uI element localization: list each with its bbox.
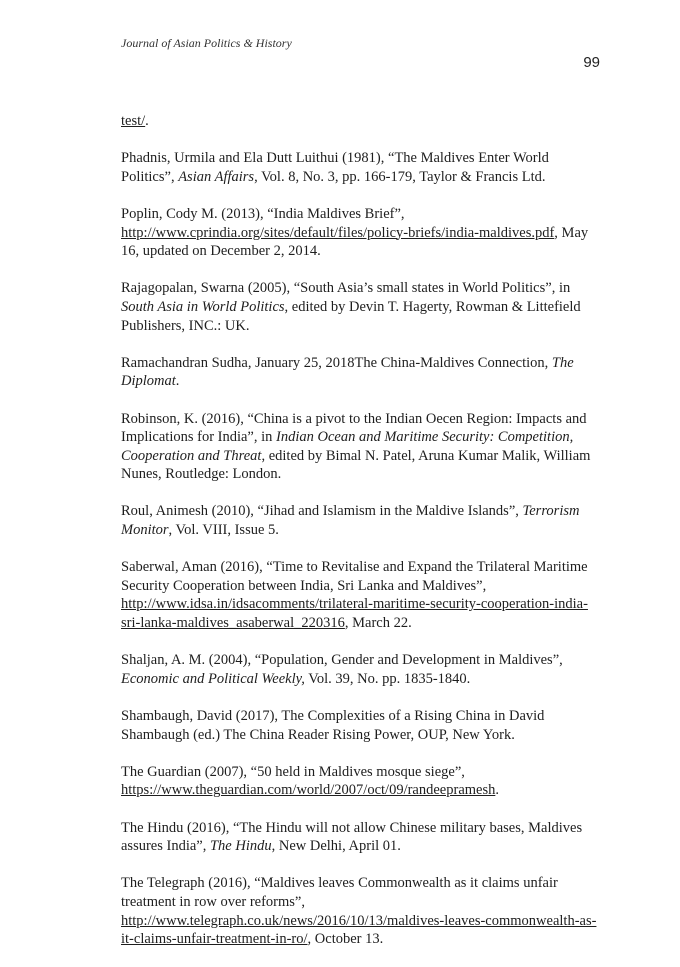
reference-link[interactable]: http://www.cprindia.org/sites/default/files/policy-briefs/india-maldives.pdf — [121, 224, 555, 241]
reference-entry: Robinson, K. (2016), “China is a pivot to the Indian Oecen Region: Impacts and Implications for India”, in Indian Ocean and Maritime Security: Competition, Cooperation and Threat, edited by Bimal N. Patel, Aruna Kumar Malik, William Nunes, Routledge: London. — [121, 410, 591, 483]
reference-entry: The Telegraph (2016), “Maldives leaves Commonwealth as it claims unfair treatment in row over reforms”, http://www.telegraph.co.uk/news/2016/10/13/maldives-leaves-commonwealth-as-it-claims-unfair-treatment-in-ro/, October 13. — [121, 875, 597, 948]
reference-entry: Ramachandran Sudha, January 25, 2018The China-Maldives Connection, The Diplomat. — [121, 354, 574, 390]
reference-entry: The Guardian (2007), “50 held in Maldives mosque siege”, https://www.theguardian.com/world/2007/oct/09/randeepramesh. — [121, 763, 499, 799]
reference-entry: Shaljan, A. M. (2004), “Population, Gender and Development in Maldives”, Economic and Political Weekly, Vol. 39, No. pp. 1835-1840. — [121, 652, 563, 687]
reference-entry: Phadnis, Urmila and Ela Dutt Luithui (1981), “The Maldives Enter World Politics”, Asian Affairs, Vol. 8, No. 3, pp. 166-179, Taylor & Francis Ltd. — [121, 150, 549, 185]
reference-entry: Shambaugh, David (2017), The Complexities of a Rising China in David Shambaugh (ed.) The China Reader Rising Power, OUP, New York. — [121, 708, 545, 743]
page-number: 99 — [583, 54, 600, 71]
reference-link[interactable]: http://www.idsa.in/idsacomments/trilateral-maritime-security-cooperation-india-sri-lanka-maldives_asaberwal_220316 — [121, 596, 588, 632]
reference-link[interactable]: http://www.telegraph.co.uk/news/2016/10/13/maldives-leaves-commonwealth-as-it-claims-unfair-treatment-in-ro/ — [121, 912, 597, 948]
reference-entry: Roul, Animesh (2010), “Jihad and Islamism in the Maldive Islands”, Terrorism Monitor, Vol. VIII, Issue 5. — [121, 503, 580, 539]
reference-entry: test/. — [121, 113, 149, 129]
reference-link[interactable]: test/ — [121, 113, 146, 129]
reference-entry: Poplin, Cody M. (2013), “India Maldives Brief”, http://www.cprindia.org/sites/default/files/policy-briefs/india-maldives.pdf, May 16, updated on December 2, 2014. — [121, 205, 589, 260]
reference-entry: Rajagopalan, Swarna (2005), “South Asia’s small states in World Politics”, in South Asia in World Politics, edited by Devin T. Hagerty, Rowman & Littefield Publishers, INC.: UK. — [121, 280, 581, 334]
reference-link[interactable]: https://www.theguardian.com/world/2007/oct/09/randeepramesh — [121, 782, 496, 799]
journal-title: Journal of Asian Politics & History — [121, 36, 292, 50]
reference-entry: The Hindu (2016), “The Hindu will not allow Chinese military bases, Maldives assures India”, The Hindu, New Delhi, April 01. — [121, 819, 583, 855]
reference-list — [121, 112, 601, 967]
reference-entry: Saberwal, Aman (2016), “Time to Revitalise and Expand the Trilateral Maritime Security Cooperation between India, Sri Lanka and Maldives”, http://www.idsa.in/idsacomments/trilateral-maritime-security-cooperation-india-sri-lanka-maldives_asaberwal_220316, March 22. — [121, 559, 588, 632]
